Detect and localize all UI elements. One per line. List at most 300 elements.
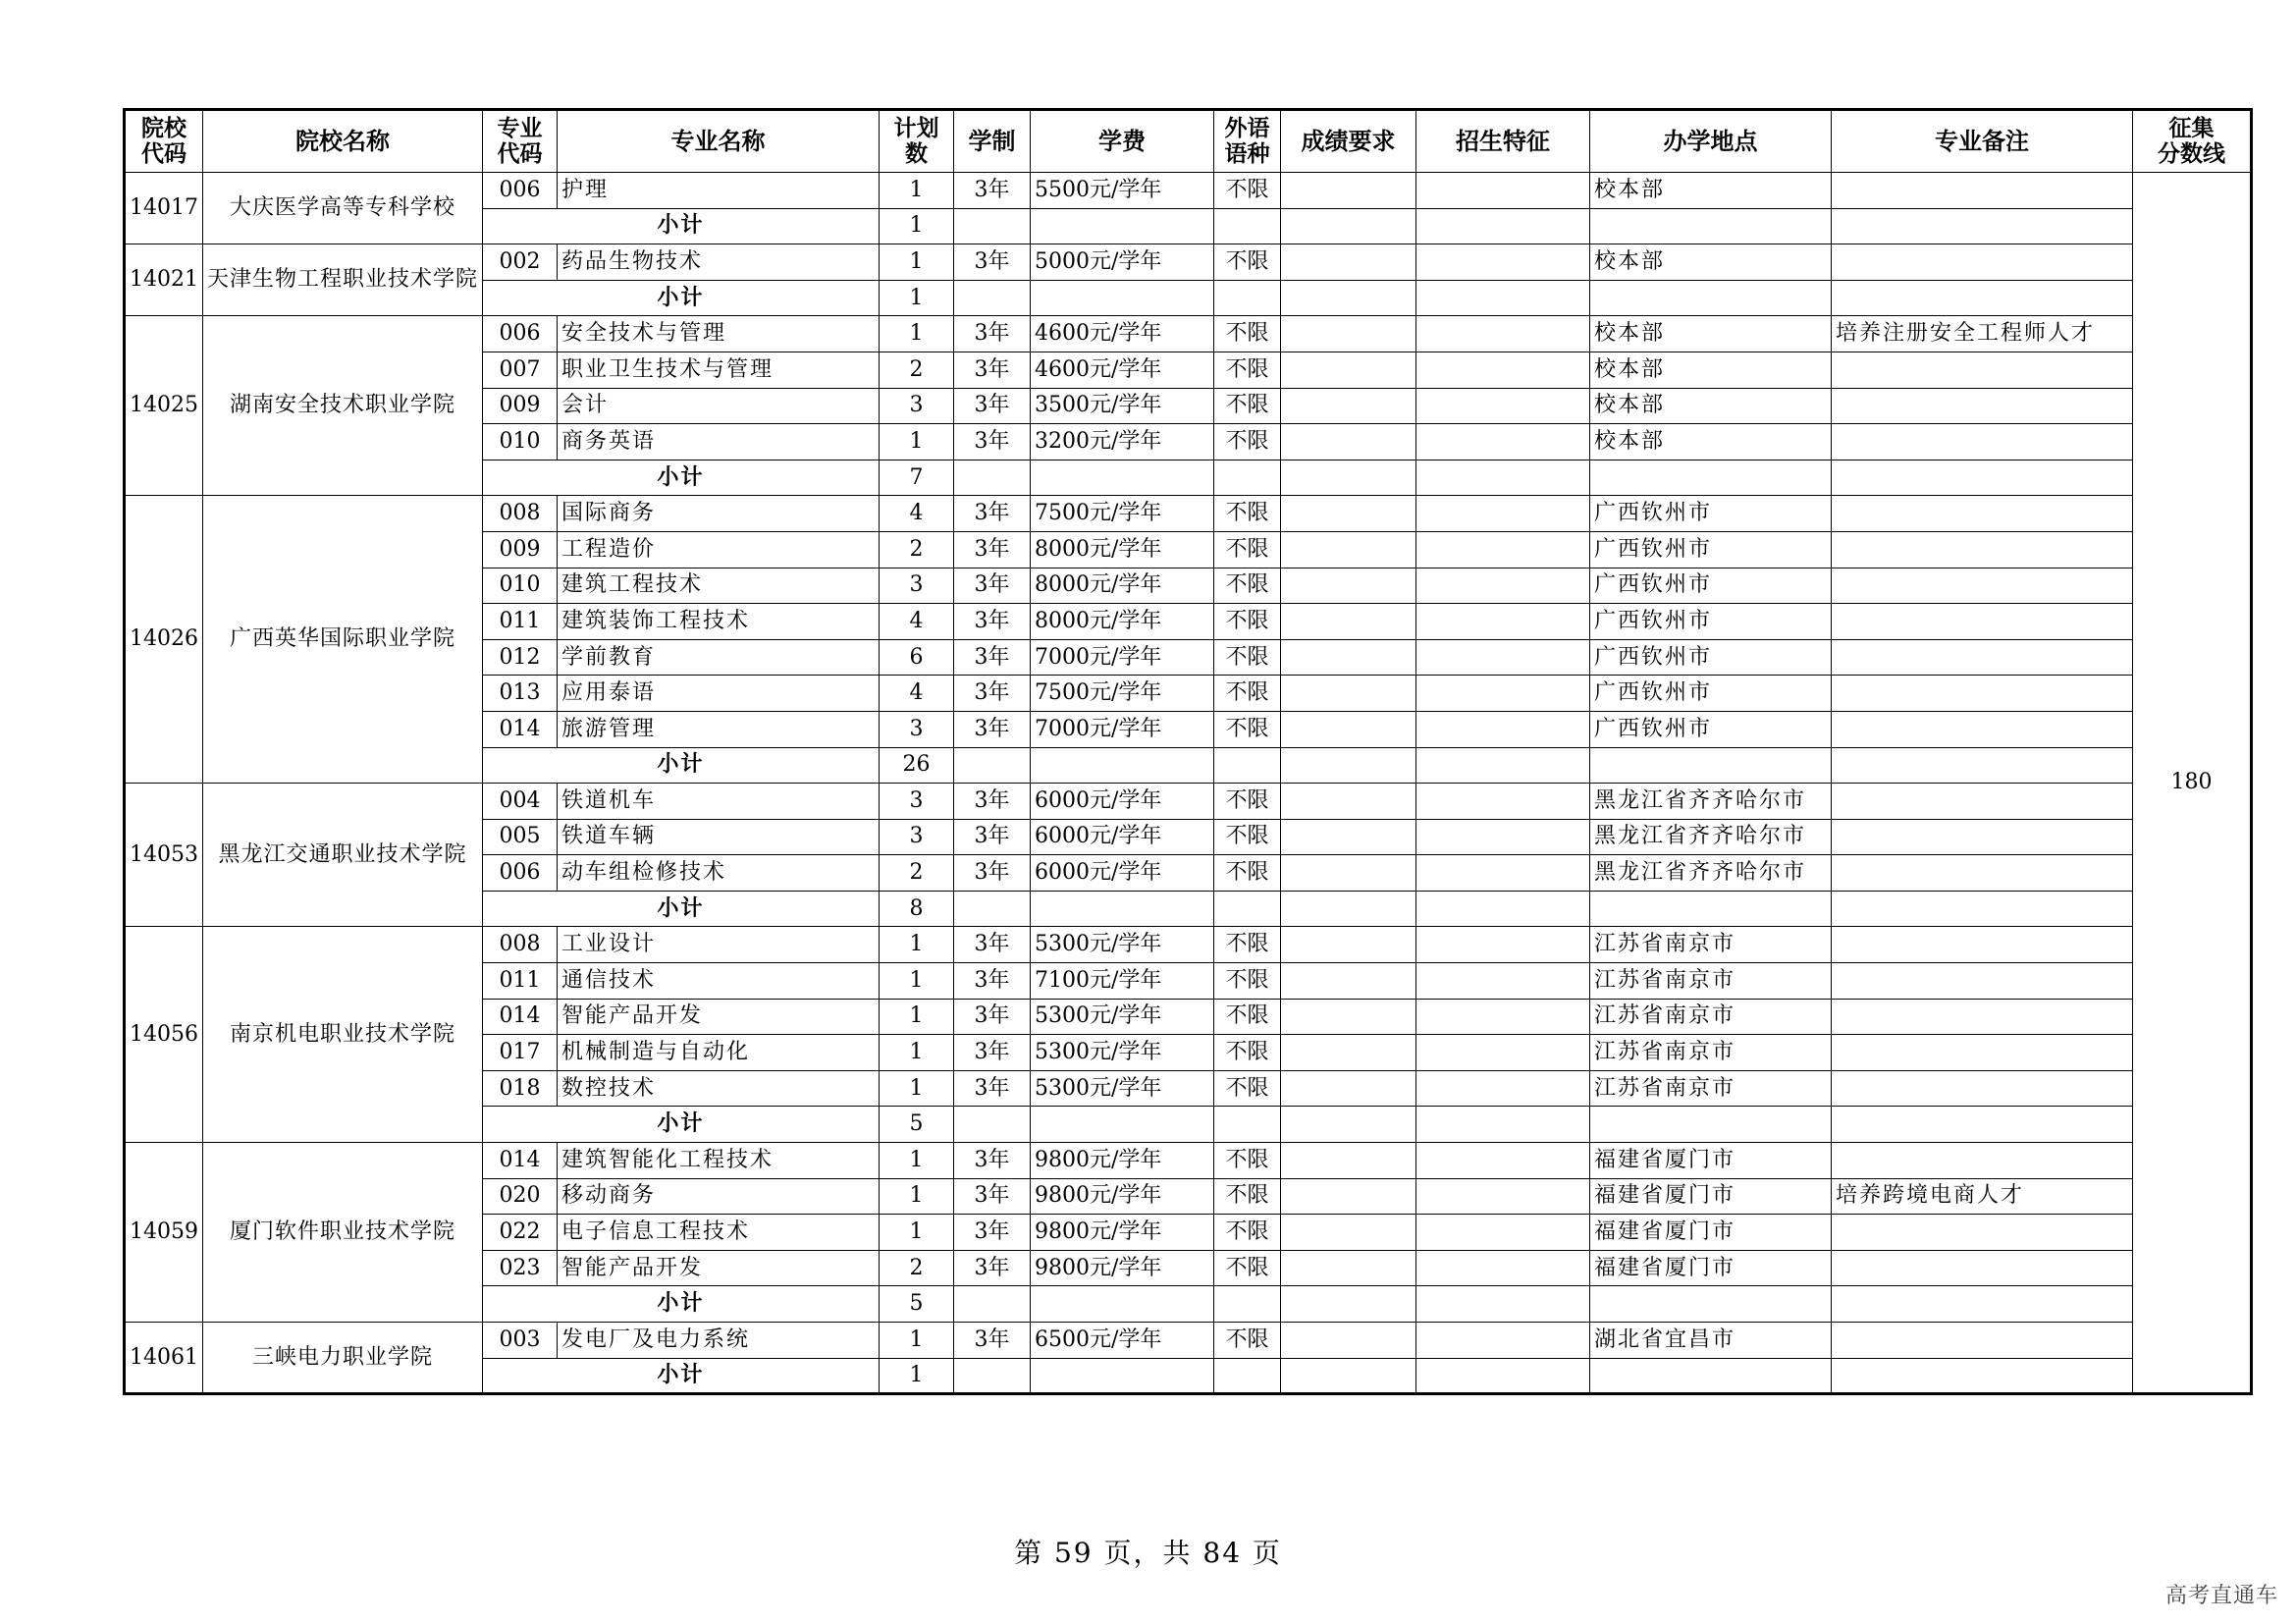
admission-feature-cell: [1416, 496, 1590, 532]
subtotal-label: 小计: [483, 208, 880, 244]
duration-cell: 3年: [954, 711, 1031, 747]
language-cell: 不限: [1214, 244, 1281, 281]
empty-cell: [954, 1286, 1031, 1323]
major-code-cell: 018: [483, 1070, 558, 1107]
major-name-cell: 旅游管理: [558, 711, 880, 747]
major-note-cell: [1832, 676, 2133, 712]
tuition-cell: 5300元/学年: [1031, 927, 1214, 963]
location-cell: 广西钦州市: [1590, 676, 1832, 712]
major-name-cell: 国际商务: [558, 496, 880, 532]
major-name-cell: 动车组检修技术: [558, 855, 880, 892]
admission-feature-cell: [1416, 819, 1590, 855]
header-line: 外语: [1224, 116, 1270, 141]
tuition-cell: 8000元/学年: [1031, 568, 1214, 604]
location-cell: 校本部: [1590, 244, 1832, 281]
empty-cell: [1832, 1107, 2133, 1143]
language-cell: 不限: [1214, 927, 1281, 963]
major-note-cell: [1832, 819, 2133, 855]
plan-count-cell: 2: [880, 352, 954, 388]
language-cell: 不限: [1214, 531, 1281, 568]
plan-count-cell: 1: [880, 1323, 954, 1359]
header-location: [1590, 110, 1832, 173]
admission-feature-cell: [1416, 1143, 1590, 1179]
subtotal-label: 小计: [483, 1358, 880, 1394]
major-code-cell: 008: [483, 496, 558, 532]
location-cell: 校本部: [1590, 173, 1832, 209]
location-cell: 校本部: [1590, 424, 1832, 460]
major-name-cell: 工业设计: [558, 927, 880, 963]
language-cell: 不限: [1214, 1178, 1281, 1215]
empty-cell: [954, 1358, 1031, 1394]
plan-count-cell: 3: [880, 711, 954, 747]
school-code-cell: 14021: [125, 244, 203, 316]
plan-count-cell: 1: [880, 1143, 954, 1179]
major-code-cell: 017: [483, 1035, 558, 1071]
duration-cell: 3年: [954, 1070, 1031, 1107]
location-cell: 福建省厦门市: [1590, 1215, 1832, 1251]
duration-cell: 3年: [954, 999, 1031, 1035]
major-name-cell: 电子信息工程技术: [558, 1215, 880, 1251]
plan-count-cell: 1: [880, 999, 954, 1035]
header-language: [1214, 110, 1281, 173]
language-cell: 不限: [1214, 604, 1281, 640]
location-cell: 校本部: [1590, 388, 1832, 424]
score-requirement-cell: [1281, 244, 1416, 281]
table-row: [125, 173, 2252, 209]
empty-cell: [1832, 208, 2133, 244]
tuition-cell: 7500元/学年: [1031, 676, 1214, 712]
header-line: 学费: [1098, 127, 1147, 155]
school-name-cell: 湖南安全技术职业学院: [203, 316, 483, 496]
major-note-cell: [1832, 424, 2133, 460]
empty-cell: [954, 460, 1031, 496]
language-cell: 不限: [1214, 711, 1281, 747]
major-code-cell: 010: [483, 424, 558, 460]
major-name-cell: 会计: [558, 388, 880, 424]
major-note-cell: [1832, 1070, 2133, 1107]
major-code-cell: 012: [483, 639, 558, 676]
tuition-cell: 9800元/学年: [1031, 1178, 1214, 1215]
empty-cell: [1832, 1358, 2133, 1394]
location-cell: 广西钦州市: [1590, 604, 1832, 640]
location-cell: 广西钦州市: [1590, 568, 1832, 604]
major-name-cell: 智能产品开发: [558, 999, 880, 1035]
header-line: 征集: [2168, 116, 2215, 141]
empty-cell: [1590, 460, 1832, 496]
header-school-code: [125, 110, 203, 173]
major-note-cell: [1832, 639, 2133, 676]
tuition-cell: 9800元/学年: [1031, 1215, 1214, 1251]
major-note-cell: [1832, 1143, 2133, 1179]
major-code-cell: 006: [483, 855, 558, 892]
empty-cell: [1281, 460, 1416, 496]
duration-cell: 3年: [954, 927, 1031, 963]
plan-count-cell: 1: [880, 1215, 954, 1251]
score-requirement-cell: [1281, 424, 1416, 460]
language-cell: 不限: [1214, 1215, 1281, 1251]
location-cell: 福建省厦门市: [1590, 1143, 1832, 1179]
watermark: 高考直通车: [2164, 1584, 2278, 1608]
empty-cell: [1590, 1107, 1832, 1143]
school-code-cell: 14026: [125, 496, 203, 784]
plan-count-cell: 3: [880, 784, 954, 820]
major-code-cell: 014: [483, 711, 558, 747]
admission-feature-cell: [1416, 855, 1590, 892]
language-cell: 不限: [1214, 855, 1281, 892]
empty-cell: [1832, 280, 2133, 316]
empty-cell: [1214, 1286, 1281, 1323]
plan-count-cell: 1: [880, 244, 954, 281]
major-note-cell: [1832, 568, 2133, 604]
major-note-cell: [1832, 711, 2133, 747]
tuition-cell: 5300元/学年: [1031, 1070, 1214, 1107]
empty-cell: [1214, 460, 1281, 496]
header-major-code: [483, 110, 558, 173]
duration-cell: 3年: [954, 855, 1031, 892]
language-cell: 不限: [1214, 1035, 1281, 1071]
admission-feature-cell: [1416, 1070, 1590, 1107]
header-line: 计划: [893, 116, 939, 141]
duration-cell: 3年: [954, 1178, 1031, 1215]
major-code-cell: 002: [483, 244, 558, 281]
tuition-cell: 5000元/学年: [1031, 244, 1214, 281]
language-cell: 不限: [1214, 639, 1281, 676]
empty-cell: [1832, 891, 2133, 927]
score-requirement-cell: [1281, 568, 1416, 604]
major-name-cell: 建筑装饰工程技术: [558, 604, 880, 640]
plan-count-cell: 1: [880, 1178, 954, 1215]
duration-cell: 3年: [954, 1323, 1031, 1359]
location-cell: 江苏省南京市: [1590, 963, 1832, 1000]
major-name-cell: 职业卫生技术与管理: [558, 352, 880, 388]
empty-cell: [1590, 1286, 1832, 1323]
header-line: 数: [905, 141, 929, 167]
header-line: 分数线: [2158, 141, 2226, 167]
school-code-cell: 14017: [125, 173, 203, 244]
header-school-name: [203, 110, 483, 173]
empty-cell: [1031, 1358, 1214, 1394]
score-requirement-cell: [1281, 388, 1416, 424]
header-line: 学制: [968, 127, 1016, 155]
score-requirement-cell: [1281, 1250, 1416, 1286]
school-name-cell: 南京机电职业技术学院: [203, 927, 483, 1143]
header-line: 语种: [1224, 141, 1270, 167]
header-line: 院校: [141, 116, 187, 141]
table-row: [125, 244, 2252, 281]
empty-cell: [1832, 460, 2133, 496]
tuition-cell: 6000元/学年: [1031, 784, 1214, 820]
score-requirement-cell: [1281, 639, 1416, 676]
plan-count-cell: 1: [880, 316, 954, 352]
admission-feature-cell: [1416, 424, 1590, 460]
empty-cell: [1416, 460, 1590, 496]
tuition-cell: 8000元/学年: [1031, 604, 1214, 640]
empty-cell: [1281, 280, 1416, 316]
major-code-cell: 008: [483, 927, 558, 963]
subtotal-label: 小计: [483, 460, 880, 496]
subtotal-label: 小计: [483, 1286, 880, 1323]
empty-cell: [1416, 1286, 1590, 1323]
school-name-cell: 大庆医学高等专科学校: [203, 173, 483, 244]
language-cell: 不限: [1214, 1143, 1281, 1179]
admission-feature-cell: [1416, 531, 1590, 568]
duration-cell: 3年: [954, 604, 1031, 640]
location-cell: 广西钦州市: [1590, 639, 1832, 676]
empty-cell: [1590, 280, 1832, 316]
major-note-cell: [1832, 927, 2133, 963]
admission-feature-cell: [1416, 676, 1590, 712]
tuition-cell: 9800元/学年: [1031, 1250, 1214, 1286]
score-requirement-cell: [1281, 316, 1416, 352]
major-code-cell: 004: [483, 784, 558, 820]
major-name-cell: 建筑工程技术: [558, 568, 880, 604]
empty-cell: [1214, 208, 1281, 244]
major-name-cell: 数控技术: [558, 1070, 880, 1107]
duration-cell: 3年: [954, 819, 1031, 855]
admission-feature-cell: [1416, 1323, 1590, 1359]
subtotal-value: 1: [880, 1358, 954, 1394]
empty-cell: [1214, 891, 1281, 927]
tuition-cell: 3500元/学年: [1031, 388, 1214, 424]
location-cell: 江苏省南京市: [1590, 927, 1832, 963]
plan-count-cell: 1: [880, 927, 954, 963]
plan-count-cell: 1: [880, 173, 954, 209]
score-requirement-cell: [1281, 531, 1416, 568]
header-plan-count: [880, 110, 954, 173]
score-requirement-cell: [1281, 604, 1416, 640]
plan-count-cell: 1: [880, 1035, 954, 1071]
major-note-cell: [1832, 531, 2133, 568]
major-note-cell: [1832, 388, 2133, 424]
major-name-cell: 发电厂及电力系统: [558, 1323, 880, 1359]
major-note-cell: [1832, 855, 2133, 892]
admission-feature-cell: [1416, 173, 1590, 209]
major-code-cell: 013: [483, 676, 558, 712]
header-line: 专业: [497, 116, 543, 141]
major-name-cell: 商务英语: [558, 424, 880, 460]
empty-cell: [1281, 747, 1416, 784]
major-name-cell: 机械制造与自动化: [558, 1035, 880, 1071]
admission-feature-cell: [1416, 316, 1590, 352]
major-note-cell: [1832, 604, 2133, 640]
major-note-cell: [1832, 173, 2133, 209]
tuition-cell: 5300元/学年: [1031, 999, 1214, 1035]
plan-count-cell: 3: [880, 819, 954, 855]
admission-feature-cell: [1416, 1035, 1590, 1071]
header-score-line: [2133, 110, 2252, 173]
header-admission-feature: [1416, 110, 1590, 173]
major-code-cell: 022: [483, 1215, 558, 1251]
duration-cell: 3年: [954, 316, 1031, 352]
admission-feature-cell: [1416, 568, 1590, 604]
admission-feature-cell: [1416, 963, 1590, 1000]
score-requirement-cell: [1281, 784, 1416, 820]
subtotal-value: 26: [880, 747, 954, 784]
location-cell: 广西钦州市: [1590, 496, 1832, 532]
tuition-cell: 7500元/学年: [1031, 496, 1214, 532]
tuition-cell: 9800元/学年: [1031, 1143, 1214, 1179]
major-name-cell: 护理: [558, 173, 880, 209]
empty-cell: [954, 747, 1031, 784]
empty-cell: [1832, 1286, 2133, 1323]
major-name-cell: 学前教育: [558, 639, 880, 676]
plan-count-cell: 1: [880, 963, 954, 1000]
admission-plan-table: [123, 108, 2253, 1395]
empty-cell: [1832, 747, 2133, 784]
duration-cell: 3年: [954, 1143, 1031, 1179]
location-cell: 江苏省南京市: [1590, 999, 1832, 1035]
empty-cell: [1214, 1107, 1281, 1143]
duration-cell: 3年: [954, 388, 1031, 424]
duration-cell: 3年: [954, 1215, 1031, 1251]
major-code-cell: 007: [483, 352, 558, 388]
plan-count-cell: 2: [880, 1250, 954, 1286]
major-code-cell: 005: [483, 819, 558, 855]
major-name-cell: 智能产品开发: [558, 1250, 880, 1286]
location-cell: 校本部: [1590, 316, 1832, 352]
admission-feature-cell: [1416, 352, 1590, 388]
language-cell: 不限: [1214, 316, 1281, 352]
tuition-cell: 8000元/学年: [1031, 531, 1214, 568]
table-body: [125, 173, 2252, 1394]
major-code-cell: 009: [483, 388, 558, 424]
admission-feature-cell: [1416, 1250, 1590, 1286]
table-header: [125, 110, 2252, 173]
admission-feature-cell: [1416, 244, 1590, 281]
subtotal-value: 1: [880, 208, 954, 244]
major-code-cell: 023: [483, 1250, 558, 1286]
school-name-cell: 三峡电力职业学院: [203, 1323, 483, 1394]
header-major-note: [1832, 110, 2133, 173]
language-cell: 不限: [1214, 784, 1281, 820]
location-cell: 福建省厦门市: [1590, 1250, 1832, 1286]
score-requirement-cell: [1281, 927, 1416, 963]
empty-cell: [1590, 208, 1832, 244]
plan-count-cell: 2: [880, 855, 954, 892]
major-name-cell: 安全技术与管理: [558, 316, 880, 352]
subtotal-label: 小计: [483, 280, 880, 316]
school-name-cell: 广西英华国际职业学院: [203, 496, 483, 784]
header-tuition: [1031, 110, 1214, 173]
header-score-requirement: [1281, 110, 1416, 173]
duration-cell: 3年: [954, 568, 1031, 604]
school-code-cell: 14059: [125, 1143, 203, 1323]
score-requirement-cell: [1281, 999, 1416, 1035]
plan-count-cell: 1: [880, 424, 954, 460]
admission-feature-cell: [1416, 604, 1590, 640]
major-code-cell: 006: [483, 173, 558, 209]
major-name-cell: 药品生物技术: [558, 244, 880, 281]
score-requirement-cell: [1281, 352, 1416, 388]
major-code-cell: 014: [483, 999, 558, 1035]
admission-feature-cell: [1416, 1215, 1590, 1251]
language-cell: 不限: [1214, 388, 1281, 424]
subtotal-label: 小计: [483, 747, 880, 784]
header-line: 代码: [497, 141, 543, 167]
empty-cell: [1031, 1286, 1214, 1323]
major-note-cell: [1832, 1215, 2133, 1251]
score-requirement-cell: [1281, 1215, 1416, 1251]
plan-count-cell: 3: [880, 568, 954, 604]
empty-cell: [1416, 1358, 1590, 1394]
location-cell: 黑龙江省齐齐哈尔市: [1590, 855, 1832, 892]
empty-cell: [954, 280, 1031, 316]
major-code-cell: 010: [483, 568, 558, 604]
plan-count-cell: 2: [880, 531, 954, 568]
major-code-cell: 003: [483, 1323, 558, 1359]
header-major-name: [558, 110, 880, 173]
header-duration: [954, 110, 1031, 173]
school-code-cell: 14053: [125, 784, 203, 927]
header-line: 专业备注: [1935, 127, 2030, 155]
plan-count-cell: 3: [880, 388, 954, 424]
empty-cell: [1031, 747, 1214, 784]
major-name-cell: 建筑智能化工程技术: [558, 1143, 880, 1179]
score-requirement-cell: [1281, 855, 1416, 892]
language-cell: 不限: [1214, 173, 1281, 209]
score-requirement-cell: [1281, 1323, 1416, 1359]
duration-cell: 3年: [954, 784, 1031, 820]
duration-cell: 3年: [954, 963, 1031, 1000]
tuition-cell: 6500元/学年: [1031, 1323, 1214, 1359]
header-row: [125, 110, 2252, 173]
subtotal-value: 1: [880, 280, 954, 316]
school-name-cell: 厦门软件职业技术学院: [203, 1143, 483, 1323]
major-code-cell: 006: [483, 316, 558, 352]
tuition-cell: 4600元/学年: [1031, 316, 1214, 352]
plan-count-cell: 6: [880, 639, 954, 676]
empty-cell: [1416, 891, 1590, 927]
major-code-cell: 020: [483, 1178, 558, 1215]
plan-count-cell: 4: [880, 676, 954, 712]
language-cell: 不限: [1214, 999, 1281, 1035]
language-cell: 不限: [1214, 1250, 1281, 1286]
empty-cell: [1416, 747, 1590, 784]
major-note-cell: [1832, 1323, 2133, 1359]
duration-cell: 3年: [954, 352, 1031, 388]
empty-cell: [1416, 208, 1590, 244]
score-requirement-cell: [1281, 1035, 1416, 1071]
major-name-cell: 铁道车辆: [558, 819, 880, 855]
plan-count-cell: 4: [880, 604, 954, 640]
tuition-cell: 6000元/学年: [1031, 855, 1214, 892]
empty-cell: [1281, 208, 1416, 244]
score-requirement-cell: [1281, 963, 1416, 1000]
duration-cell: 3年: [954, 531, 1031, 568]
table-row: [125, 1323, 2252, 1359]
admission-feature-cell: [1416, 711, 1590, 747]
empty-cell: [1590, 1358, 1832, 1394]
language-cell: 不限: [1214, 1323, 1281, 1359]
score-line-cell: 180: [2133, 173, 2252, 1394]
location-cell: 黑龙江省齐齐哈尔市: [1590, 819, 1832, 855]
major-code-cell: 014: [483, 1143, 558, 1179]
tuition-cell: 5500元/学年: [1031, 173, 1214, 209]
table-row: [125, 927, 2252, 963]
language-cell: 不限: [1214, 352, 1281, 388]
location-cell: 黑龙江省齐齐哈尔市: [1590, 784, 1832, 820]
table-row: [125, 1143, 2252, 1179]
empty-cell: [1214, 280, 1281, 316]
major-note-cell: 培养注册安全工程师人才: [1832, 316, 2133, 352]
duration-cell: 3年: [954, 244, 1031, 281]
major-note-cell: [1832, 1250, 2133, 1286]
location-cell: 福建省厦门市: [1590, 1178, 1832, 1215]
location-cell: 江苏省南京市: [1590, 1035, 1832, 1071]
empty-cell: [1281, 891, 1416, 927]
language-cell: 不限: [1214, 496, 1281, 532]
major-name-cell: 移动商务: [558, 1178, 880, 1215]
